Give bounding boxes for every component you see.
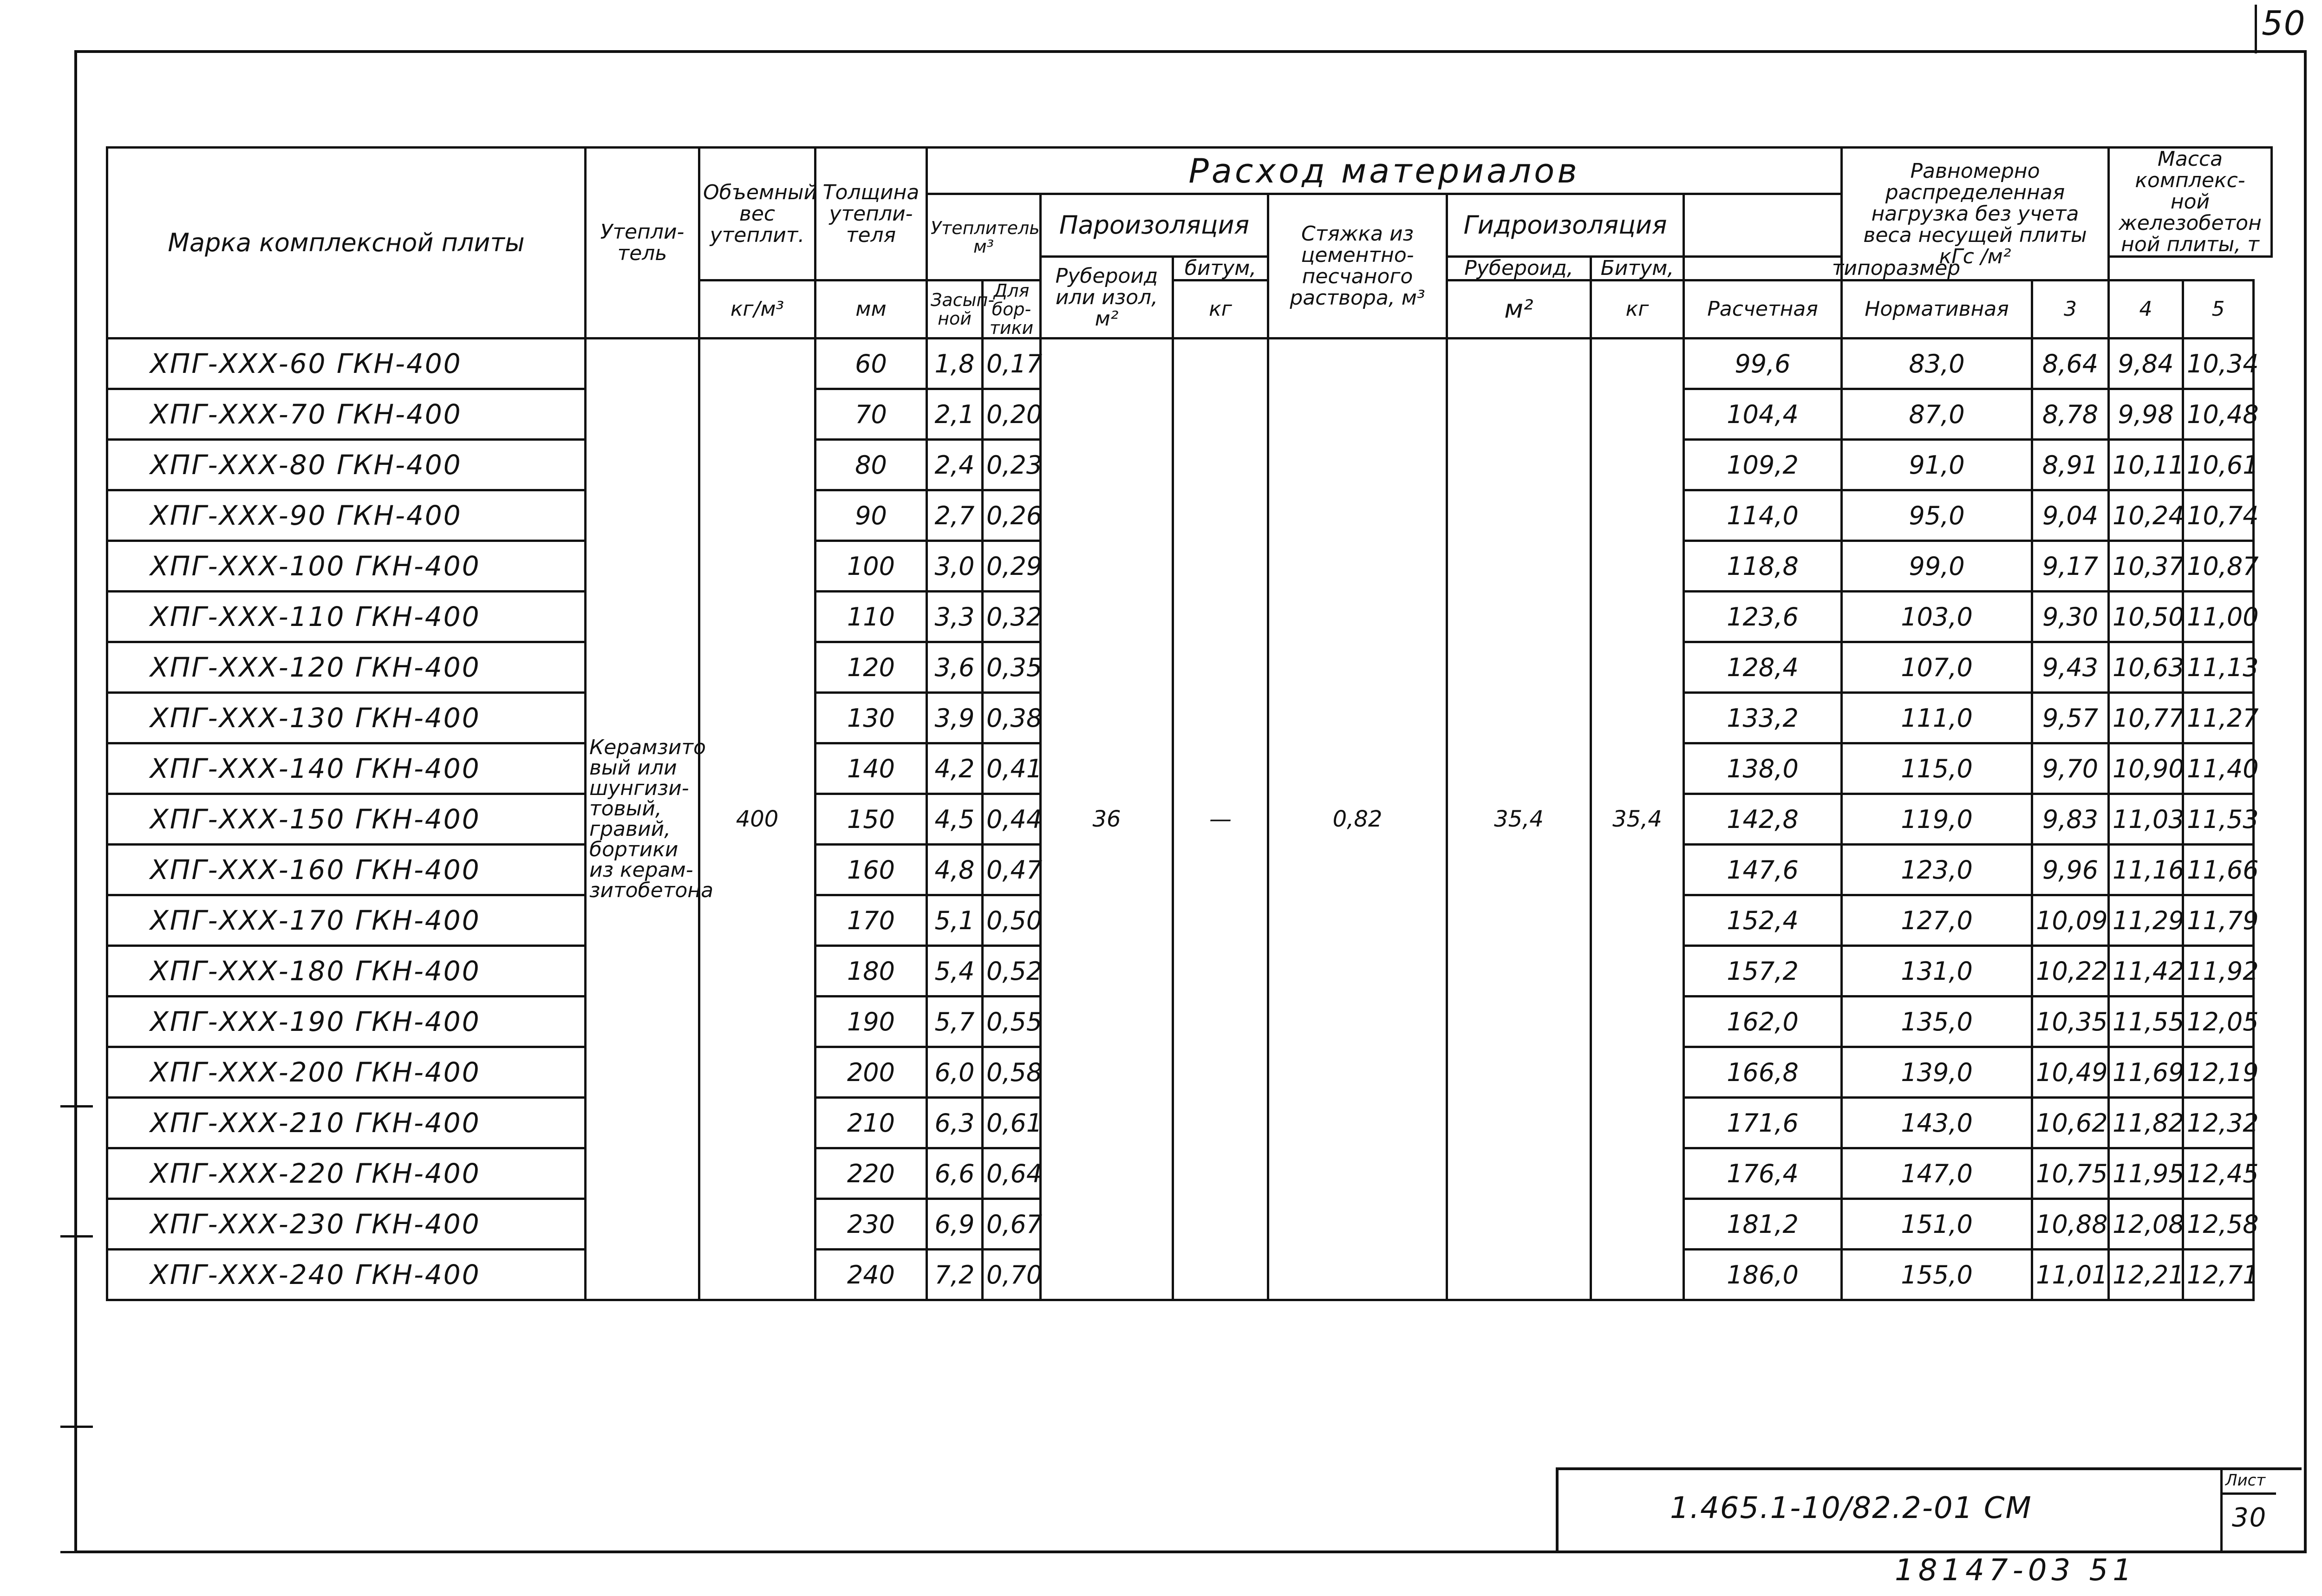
row-mass-5: 11,27 — [2183, 693, 2254, 743]
row-mass-5: 12,58 — [2183, 1199, 2254, 1250]
row-mass-3: 10,88 — [2032, 1199, 2109, 1250]
header-screed: Стяжка из цементно- песчаного раствора, м³ — [1268, 194, 1447, 339]
row-load-calc: 104,4 — [1684, 389, 1842, 440]
row-thickness: 230 — [815, 1199, 927, 1250]
row-mark: ХПГ-ХХХ-240 ГКН-400 — [107, 1250, 586, 1300]
row-mass-3: 8,91 — [2032, 440, 2109, 490]
row-fill: 4,2 — [927, 743, 983, 794]
row-load-norm: 111,0 — [1842, 693, 2032, 743]
merged-vapor-roof: 36 — [1041, 339, 1173, 1300]
row-edge: 0,29 — [983, 541, 1041, 592]
stamp-code: 1.465.1-10/82.2-01 СМ — [1670, 1491, 2032, 1525]
row-mass-5: 11,40 — [2183, 743, 2254, 794]
row-mass-4: 10,63 — [2109, 642, 2183, 693]
stamp-sheet-number: 30 — [2232, 1503, 2267, 1533]
row-edge: 0,50 — [983, 895, 1041, 946]
side-tick — [60, 1235, 93, 1238]
header-waterproof: Гидроизоляция — [1447, 194, 1684, 257]
row-mass-3: 9,57 — [2032, 693, 2109, 743]
row-mass-5: 11,00 — [2183, 592, 2254, 642]
merged-wp-roof: 35,4 — [1447, 339, 1591, 1300]
side-tick — [60, 1426, 93, 1428]
row-mass-3: 9,04 — [2032, 490, 2109, 541]
row-load-calc: 118,8 — [1684, 541, 1842, 592]
header-insul-edge: Для бор- тики — [983, 280, 1041, 339]
row-mass-4: 11,55 — [2109, 997, 2183, 1047]
row-mark: ХПГ-ХХХ-80 ГКН-400 — [107, 440, 586, 490]
row-load-norm: 135,0 — [1842, 997, 2032, 1047]
row-edge: 0,23 — [983, 440, 1041, 490]
row-edge: 0,52 — [983, 946, 1041, 997]
row-mass-4: 11,69 — [2109, 1047, 2183, 1098]
row-edge: 0,20 — [983, 389, 1041, 440]
row-mass-4: 11,29 — [2109, 895, 2183, 946]
row-load-calc: 171,6 — [1684, 1098, 1842, 1148]
row-load-calc: 186,0 — [1684, 1250, 1842, 1300]
row-load-norm: 95,0 — [1842, 490, 2032, 541]
page-number: 50 — [2262, 4, 2306, 43]
header-thickness: Толщина утепли- теля — [815, 148, 927, 280]
row-load-norm: 107,0 — [1842, 642, 2032, 693]
row-load-norm: 155,0 — [1842, 1250, 2032, 1300]
row-load-norm: 115,0 — [1842, 743, 2032, 794]
row-thickness: 170 — [815, 895, 927, 946]
header-vapor: Пароизоляция — [1041, 194, 1268, 257]
row-mark: ХПГ-ХХХ-100 ГКН-400 — [107, 541, 586, 592]
row-mass-3: 9,30 — [2032, 592, 2109, 642]
row-mass-5: 11,53 — [2183, 794, 2254, 845]
row-fill: 2,7 — [927, 490, 983, 541]
merged-volume-weight: 400 — [699, 339, 815, 1300]
row-mass-5: 10,34 — [2183, 339, 2254, 389]
row-mark: ХПГ-ХХХ-170 ГКН-400 — [107, 895, 586, 946]
row-load-calc: 166,8 — [1684, 1047, 1842, 1098]
merged-insulation: Керамзито вый или шунгизи- товый, гравий, бортики из керам- зитобетона — [586, 339, 699, 1300]
row-fill: 3,6 — [927, 642, 983, 693]
row-mass-3: 9,70 — [2032, 743, 2109, 794]
row-fill: 4,5 — [927, 794, 983, 845]
stamp-sheet-cell — [2220, 1470, 2276, 1551]
row-load-calc: 123,6 — [1684, 592, 1842, 642]
row-load-calc: 114,0 — [1684, 490, 1842, 541]
row-edge: 0,47 — [983, 845, 1041, 895]
row-mass-4: 11,42 — [2109, 946, 2183, 997]
row-mark: ХПГ-ХХХ-150 ГКН-400 — [107, 794, 586, 845]
header-vapor-roof: Рубероид или изол, м² — [1041, 257, 1173, 339]
row-edge: 0,17 — [983, 339, 1041, 389]
row-thickness: 180 — [815, 946, 927, 997]
row-load-norm: 87,0 — [1842, 389, 2032, 440]
row-mass-5: 10,61 — [2183, 440, 2254, 490]
row-mark: ХПГ-ХХХ-160 ГКН-400 — [107, 845, 586, 895]
row-fill: 5,4 — [927, 946, 983, 997]
row-edge: 0,64 — [983, 1148, 1041, 1199]
header-mass: Масса комплекс- ной железобетон ной плиты, т — [2109, 148, 2272, 257]
row-mass-5: 10,74 — [2183, 490, 2254, 541]
row-mark: ХПГ-ХХХ-220 ГКН-400 — [107, 1148, 586, 1199]
row-mass-4: 9,84 — [2109, 339, 2183, 389]
stamp-block — [1556, 1467, 2302, 1551]
row-mass-3: 8,78 — [2032, 389, 2109, 440]
header-size-5: 5 — [2183, 280, 2254, 339]
row-fill: 1,8 — [927, 339, 983, 389]
row-mass-4: 10,90 — [2109, 743, 2183, 794]
row-fill: 2,1 — [927, 389, 983, 440]
row-mass-4: 11,95 — [2109, 1148, 2183, 1199]
row-mass-3: 9,17 — [2032, 541, 2109, 592]
header-load-norm: Нормативная — [1842, 280, 2032, 339]
header-thickness-unit: мм — [815, 280, 927, 339]
row-load-norm: 119,0 — [1842, 794, 2032, 845]
row-load-norm: 139,0 — [1842, 1047, 2032, 1098]
row-load-calc: 152,4 — [1684, 895, 1842, 946]
header-insul-group: Утеплитель м³ — [927, 194, 1041, 280]
row-thickness: 210 — [815, 1098, 927, 1148]
row-mass-4: 10,77 — [2109, 693, 2183, 743]
header-mark: Марка комплексной плиты — [107, 148, 586, 339]
row-mass-5: 10,48 — [2183, 389, 2254, 440]
row-thickness: 60 — [815, 339, 927, 389]
header-wp-roof-unit: м² — [1447, 280, 1591, 339]
row-mass-3: 9,43 — [2032, 642, 2109, 693]
row-mass-3: 8,64 — [2032, 339, 2109, 389]
row-edge: 0,44 — [983, 794, 1041, 845]
row-mass-3: 10,62 — [2032, 1098, 2109, 1148]
header-vapor-bitumen: битум, — [1173, 257, 1268, 280]
row-mass-5: 12,45 — [2183, 1148, 2254, 1199]
row-mass-4: 11,03 — [2109, 794, 2183, 845]
row-fill: 6,0 — [927, 1047, 983, 1098]
row-load-norm: 99,0 — [1842, 541, 2032, 592]
row-fill: 2,4 — [927, 440, 983, 490]
header-insul-fill: Засып- ной — [927, 280, 983, 339]
header-consumption: Расход материалов — [927, 148, 1842, 194]
row-mark: ХПГ-ХХХ-110 ГКН-400 — [107, 592, 586, 642]
row-edge: 0,38 — [983, 693, 1041, 743]
header-wp-bitumen-unit: кг — [1591, 280, 1684, 339]
row-edge: 0,67 — [983, 1199, 1041, 1250]
row-edge: 0,41 — [983, 743, 1041, 794]
row-mark: ХПГ-ХХХ-230 ГКН-400 — [107, 1199, 586, 1250]
row-mass-4: 12,08 — [2109, 1199, 2183, 1250]
row-load-calc: 176,4 — [1684, 1148, 1842, 1199]
row-load-norm: 123,0 — [1842, 845, 2032, 895]
row-mass-5: 11,92 — [2183, 946, 2254, 997]
row-thickness: 150 — [815, 794, 927, 845]
row-fill: 5,7 — [927, 997, 983, 1047]
row-load-norm: 103,0 — [1842, 592, 2032, 642]
row-mark: ХПГ-ХХХ-70 ГКН-400 — [107, 389, 586, 440]
header-size-4: 4 — [2109, 280, 2183, 339]
row-mass-5: 12,19 — [2183, 1047, 2254, 1098]
row-thickness: 140 — [815, 743, 927, 794]
header-size-3: 3 — [2032, 280, 2109, 339]
row-load-norm: 151,0 — [1842, 1199, 2032, 1250]
row-mark: ХПГ-ХХХ-90 ГКН-400 — [107, 490, 586, 541]
row-mass-5: 11,66 — [2183, 845, 2254, 895]
row-load-calc: 128,4 — [1684, 642, 1842, 693]
row-mass-4: 12,21 — [2109, 1250, 2183, 1300]
row-mark: ХПГ-ХХХ-190 ГКН-400 — [107, 997, 586, 1047]
row-load-norm: 83,0 — [1842, 339, 2032, 389]
row-thickness: 70 — [815, 389, 927, 440]
row-mass-3: 10,35 — [2032, 997, 2109, 1047]
row-load-calc: 147,6 — [1684, 845, 1842, 895]
row-load-calc: 181,2 — [1684, 1199, 1842, 1250]
row-load-calc: 133,2 — [1684, 693, 1842, 743]
row-thickness: 200 — [815, 1047, 927, 1098]
row-mark: ХПГ-ХХХ-140 ГКН-400 — [107, 743, 586, 794]
row-thickness: 130 — [815, 693, 927, 743]
row-fill: 3,0 — [927, 541, 983, 592]
row-thickness: 120 — [815, 642, 927, 693]
row-edge: 0,55 — [983, 997, 1041, 1047]
row-mass-5: 12,05 — [2183, 997, 2254, 1047]
merged-screed: 0,82 — [1268, 339, 1447, 1300]
row-mass-4: 9,98 — [2109, 389, 2183, 440]
row-mass-4: 10,37 — [2109, 541, 2183, 592]
row-edge: 0,35 — [983, 642, 1041, 693]
row-thickness: 100 — [815, 541, 927, 592]
row-edge: 0,32 — [983, 592, 1041, 642]
header-vapor-bitumen-unit: кг — [1173, 280, 1268, 339]
header-size: типоразмер — [1684, 257, 2109, 280]
row-mass-4: 11,16 — [2109, 845, 2183, 895]
row-mass-4: 11,82 — [2109, 1098, 2183, 1148]
row-load-calc: 99,6 — [1684, 339, 1842, 389]
row-mass-5: 11,79 — [2183, 895, 2254, 946]
header-volume-weight-unit: кг/м³ — [699, 280, 815, 339]
merged-wp-bitumen: 35,4 — [1591, 339, 1684, 1300]
row-mass-3: 11,01 — [2032, 1250, 2109, 1300]
side-tick — [60, 1105, 93, 1107]
header-wp-bitumen: Битум, — [1591, 257, 1684, 280]
row-mass-4: 10,50 — [2109, 592, 2183, 642]
header-volume-weight: Объемный вес утеплит. — [699, 148, 815, 280]
row-edge: 0,61 — [983, 1098, 1041, 1148]
row-load-calc: 157,2 — [1684, 946, 1842, 997]
row-edge: 0,26 — [983, 490, 1041, 541]
side-tick — [60, 1551, 93, 1553]
header-insulation: Утепли- тель — [586, 148, 699, 339]
row-mark: ХПГ-ХХХ-130 ГКН-400 — [107, 693, 586, 743]
row-thickness: 240 — [815, 1250, 927, 1300]
row-edge: 0,58 — [983, 1047, 1041, 1098]
row-fill: 6,3 — [927, 1098, 983, 1148]
row-fill: 6,9 — [927, 1199, 983, 1250]
row-edge: 0,70 — [983, 1250, 1041, 1300]
row-mass-3: 9,83 — [2032, 794, 2109, 845]
row-fill: 4,8 — [927, 845, 983, 895]
row-mass-3: 10,75 — [2032, 1148, 2109, 1199]
row-mass-3: 10,09 — [2032, 895, 2109, 946]
row-thickness: 220 — [815, 1148, 927, 1199]
bottom-code: 18147-03 51 — [1895, 1553, 2136, 1588]
row-mass-4: 10,11 — [2109, 440, 2183, 490]
row-mass-5: 10,87 — [2183, 541, 2254, 592]
row-load-calc: 138,0 — [1684, 743, 1842, 794]
row-thickness: 160 — [815, 845, 927, 895]
row-mark: ХПГ-ХХХ-120 ГКН-400 — [107, 642, 586, 693]
row-fill: 6,6 — [927, 1148, 983, 1199]
row-load-norm: 131,0 — [1842, 946, 2032, 997]
row-fill: 5,1 — [927, 895, 983, 946]
row-load-calc: 109,2 — [1684, 440, 1842, 490]
row-mass-5: 11,13 — [2183, 642, 2254, 693]
row-thickness: 90 — [815, 490, 927, 541]
row-load-norm: 91,0 — [1842, 440, 2032, 490]
materials-table — [106, 146, 2273, 1301]
row-thickness: 110 — [815, 592, 927, 642]
row-mass-3: 10,22 — [2032, 946, 2109, 997]
header-load: Равномерно распределенная нагрузка без учета веса несущей плиты кГс /м² — [1842, 148, 2109, 280]
row-mass-3: 10,49 — [2032, 1047, 2109, 1098]
merged-vapor-bitumen: — — [1173, 339, 1268, 1300]
row-thickness: 190 — [815, 997, 927, 1047]
row-fill: 3,9 — [927, 693, 983, 743]
row-mark: ХПГ-ХХХ-60 ГКН-400 — [107, 339, 586, 389]
header-load-calc: Расчетная — [1684, 280, 1842, 339]
row-mass-5: 12,32 — [2183, 1098, 2254, 1148]
row-load-norm: 127,0 — [1842, 895, 2032, 946]
row-load-norm: 143,0 — [1842, 1098, 2032, 1148]
row-mass-4: 10,24 — [2109, 490, 2183, 541]
row-mark: ХПГ-ХХХ-180 ГКН-400 — [107, 946, 586, 997]
row-fill: 3,3 — [927, 592, 983, 642]
row-load-calc: 162,0 — [1684, 997, 1842, 1047]
row-mass-5: 12,71 — [2183, 1250, 2254, 1300]
row-mark: ХПГ-ХХХ-210 ГКН-400 — [107, 1098, 586, 1148]
header-wp-roof: Рубероид, — [1447, 257, 1591, 280]
stamp-sheet-divider — [2223, 1492, 2276, 1495]
row-mass-3: 9,96 — [2032, 845, 2109, 895]
row-thickness: 80 — [815, 440, 927, 490]
page-number-divider — [2255, 5, 2257, 53]
row-load-norm: 147,0 — [1842, 1148, 2032, 1199]
row-fill: 7,2 — [927, 1250, 983, 1300]
row-mark: ХПГ-ХХХ-200 ГКН-400 — [107, 1047, 586, 1098]
row-load-calc: 142,8 — [1684, 794, 1842, 845]
stamp-sheet-label: Лист — [2225, 1471, 2266, 1490]
